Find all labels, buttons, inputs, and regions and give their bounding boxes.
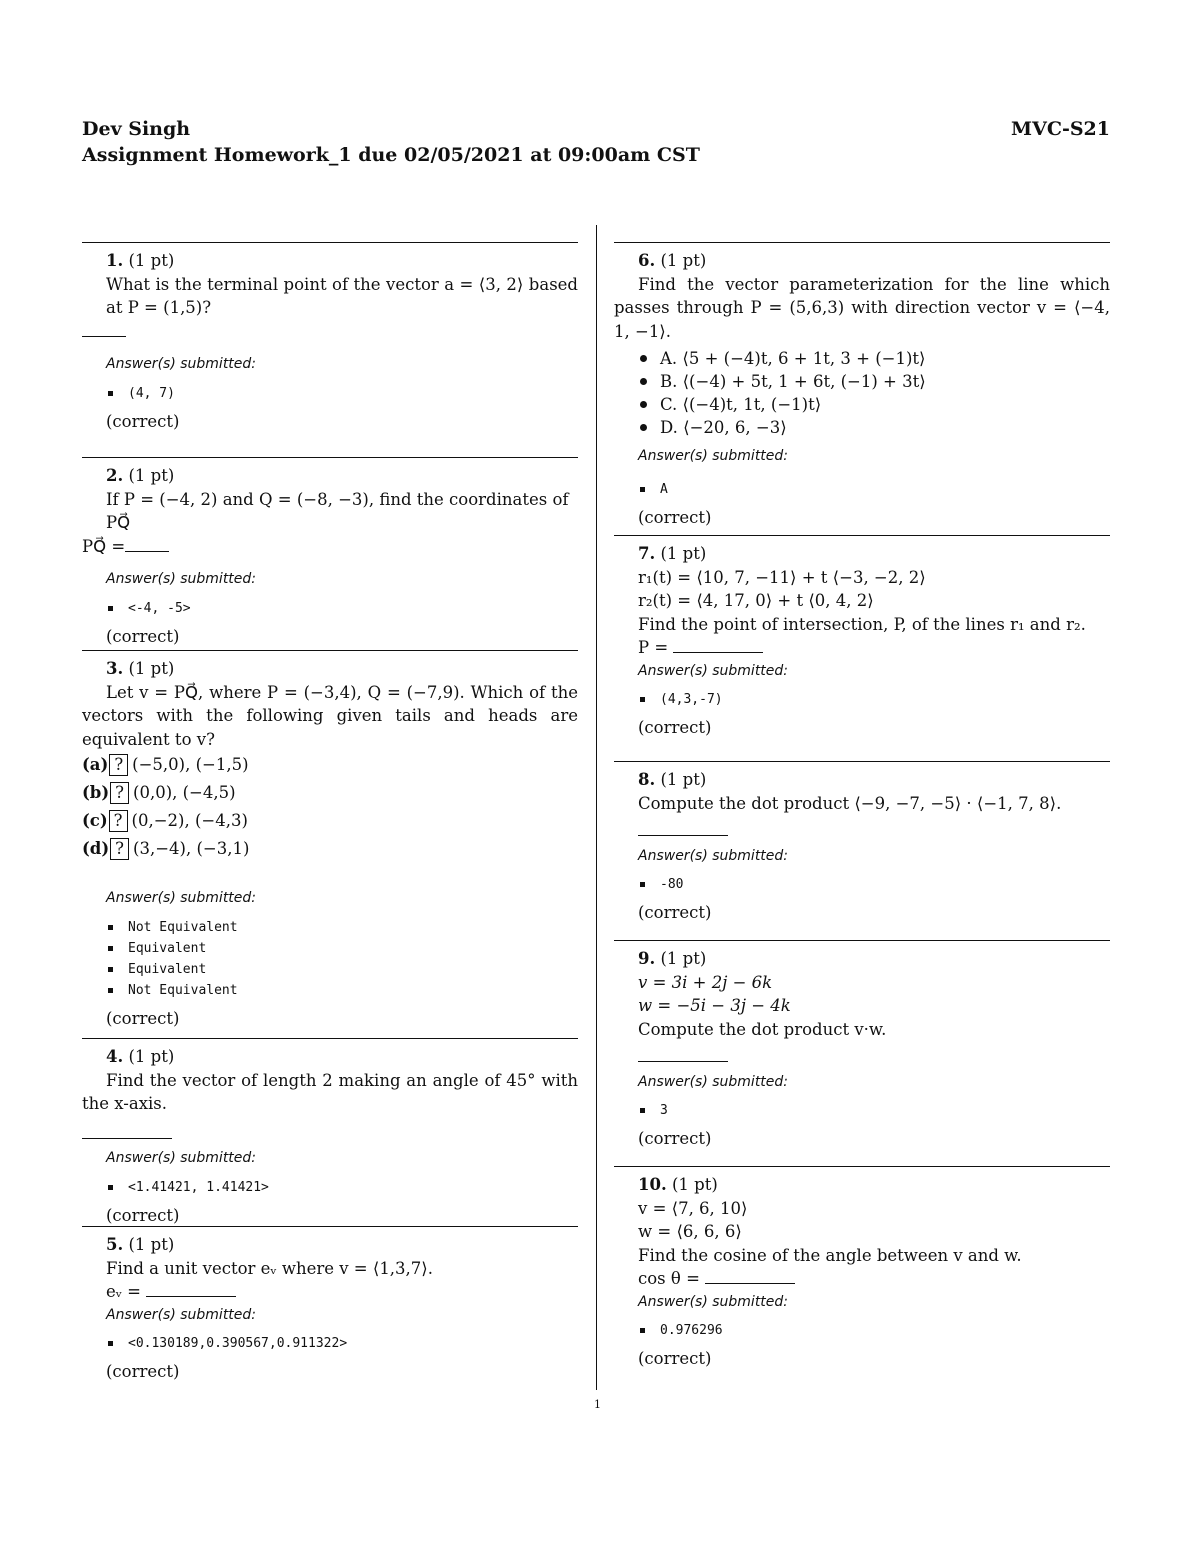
page-header (82, 116, 1110, 168)
problem-points: (1 pt) (128, 251, 175, 270)
part-text: (0,0), (−4,5) (133, 783, 236, 802)
status-correct: (correct) (106, 626, 180, 646)
answer-blank (125, 541, 169, 552)
problem-prompt: cos θ = (638, 1269, 700, 1288)
part-text: (0,−2), (−4,3) (131, 811, 248, 830)
answers-label: Answer(s) submitted: (638, 1293, 789, 1310)
problem-prompt: P = (638, 638, 669, 657)
status-correct: (correct) (106, 1008, 180, 1028)
problem-3 (82, 650, 578, 1038)
submitted-answer: (4,3,-7) (660, 689, 1110, 710)
part-label: (b) (82, 783, 110, 802)
status-correct: (correct) (106, 1362, 180, 1381)
answer-blank (82, 326, 126, 337)
answer-select-box[interactable]: ? (109, 754, 128, 776)
answers-label: Answer(s) submitted: (638, 448, 789, 464)
answer-blank (705, 1273, 795, 1284)
problem-text: Find a unit vector eᵥ where v = ⟨1,3,7⟩. (106, 1258, 433, 1278)
vector-v: v = ⟨7, 6, 10⟩ (638, 1198, 748, 1218)
answer-blank (673, 642, 763, 653)
problem-text: Let v = PQ⃗, where P = (−3,4), Q = (−7,9). Which of the vectors with the following given tails and heads are equivalent to v? (82, 682, 578, 749)
problem-prompt: eᵥ = (106, 1282, 141, 1301)
problem-points: (1 pt) (660, 544, 707, 563)
problem-5 (82, 1226, 578, 1387)
problem-number: 4. (106, 1047, 124, 1066)
part-label: (d) (82, 839, 110, 858)
status-correct: (correct) (638, 718, 712, 737)
answer-select-box[interactable]: ? (109, 810, 128, 832)
problem-number: 10. (638, 1175, 667, 1194)
answer-select-box[interactable]: ? (110, 838, 129, 860)
part-text: (3,−4), (−3,1) (133, 839, 250, 858)
problem-number: 3. (106, 659, 124, 678)
part-c (82, 807, 578, 835)
problem-points: (1 pt) (660, 949, 707, 968)
problem-10 (614, 1166, 1110, 1377)
answer-blank (638, 1051, 728, 1062)
submitted-answer: Not Equivalent (128, 980, 578, 1001)
vector-v: v = 3i + 2j − 6k (638, 972, 773, 992)
problem-text: If P = (−4, 2) and Q = (−8, −3), find the coordinates of PQ⃗ (106, 489, 569, 532)
answer-select-box[interactable]: ? (110, 782, 129, 804)
submitted-answer: <1.41421, 1.41421> (128, 1177, 578, 1198)
answers-list (614, 874, 1110, 895)
answer-blank (638, 825, 728, 836)
problem-text: Compute the dot product ⟨−9, −7, −5⟩ · ⟨−1, 7, 8⟩. (638, 793, 1062, 813)
answers-label: Answer(s) submitted: (106, 1306, 257, 1323)
student-name: Dev Singh (82, 118, 191, 140)
vector-w: w = ⟨6, 6, 6⟩ (638, 1222, 742, 1241)
assignment-title: Assignment Homework_1 due 02/05/2021 at 09:00am CST (82, 144, 700, 166)
answers-label: Answer(s) submitted: (106, 356, 257, 372)
part-text: (−5,0), (−1,5) (132, 755, 249, 774)
answers-label: Answer(s) submitted: (106, 571, 257, 587)
part-label: (a) (82, 755, 109, 774)
problem-text: Compute the dot product v·w. (638, 1019, 887, 1039)
problem-number: 7. (638, 544, 656, 563)
left-column (82, 242, 578, 1387)
option-d: D. ⟨−20, 6, −3⟩ (660, 416, 1110, 439)
problem-text: Find the point of intersection, P, of the lines r₁ and r₂. (638, 614, 1086, 634)
submitted-answer: <-4, -5> (128, 598, 578, 619)
right-column (614, 242, 1110, 1377)
answers-list (82, 598, 578, 619)
problem-points: (1 pt) (128, 466, 175, 485)
answers-list (614, 479, 1110, 500)
answers-label: Answer(s) submitted: (638, 847, 789, 864)
options-list (614, 347, 1110, 439)
answer-blank (82, 1128, 172, 1139)
status-correct: (correct) (638, 1349, 712, 1368)
part-label: (c) (82, 811, 108, 830)
problem-7 (614, 535, 1110, 761)
part-a (82, 751, 578, 779)
status-correct: (correct) (638, 1129, 712, 1148)
answers-label: Answer(s) submitted: (638, 1073, 789, 1090)
answers-list (82, 1177, 578, 1198)
problem-number: 1. (106, 251, 124, 270)
part-b (82, 779, 578, 807)
problem-number: 8. (638, 770, 656, 789)
problem-number: 9. (638, 949, 656, 968)
status-correct: (correct) (638, 903, 712, 922)
submitted-answer: 0.976296 (660, 1320, 1110, 1341)
line-r1: r₁(t) = ⟨10, 7, −11⟩ + t ⟨−3, −2, 2⟩ (638, 567, 926, 587)
problem-points: (1 pt) (128, 659, 175, 678)
option-a: A. ⟨5 + (−4)t, 6 + 1t, 3 + (−1)t⟩ (660, 347, 1110, 370)
problem-2 (82, 457, 578, 650)
problem-1 (82, 242, 578, 457)
problem-points: (1 pt) (128, 1235, 175, 1254)
problem-text: Find the cosine of the angle between v and w. (638, 1245, 1022, 1265)
answers-list (614, 1100, 1110, 1121)
answer-blank (146, 1286, 236, 1297)
part-d (82, 835, 578, 863)
column-divider (596, 225, 597, 1390)
problem-text: What is the terminal point of the vector a = ⟨3, 2⟩ based at P = (1,5)? (106, 274, 578, 317)
option-b: B. ⟨(−4) + 5t, 1 + 6t, (−1) + 3t⟩ (660, 370, 1110, 393)
answers-list (614, 689, 1110, 710)
answers-label: Answer(s) submitted: (106, 1150, 257, 1166)
submitted-answer: Equivalent (128, 959, 578, 980)
problem-points: (1 pt) (128, 1047, 175, 1066)
answers-label: Answer(s) submitted: (638, 662, 789, 679)
option-c: C. ⟨(−4)t, 1t, (−1)t⟩ (660, 393, 1110, 416)
problem-9 (614, 940, 1110, 1166)
problem-6 (614, 242, 1110, 535)
submitted-answer: -80 (660, 874, 1110, 895)
problem-8 (614, 761, 1110, 940)
problem-text: Find the vector of length 2 making an angle of 45° with the x-axis. (82, 1070, 578, 1113)
submitted-answer: A (660, 479, 1110, 500)
problem-4 (82, 1038, 578, 1226)
problem-number: 5. (106, 1235, 124, 1254)
page-number: 1 (594, 1398, 601, 1411)
submitted-answer: <0.130189,0.390567,0.911322> (128, 1333, 578, 1354)
status-correct: (correct) (106, 1205, 180, 1225)
submitted-answer: Not Equivalent (128, 917, 578, 938)
problem-prompt: PQ⃗ = (82, 536, 126, 556)
status-correct: (correct) (106, 411, 180, 431)
answers-list (82, 1333, 578, 1354)
answers-list (82, 383, 578, 404)
submitted-answer: Equivalent (128, 938, 578, 959)
course-code: MVC-S21 (1011, 118, 1110, 140)
vector-w: w = −5i − 3j − 4k (638, 996, 791, 1015)
answers-list (614, 1320, 1110, 1341)
submitted-answer: (4, 7) (128, 383, 578, 404)
answers-list (82, 917, 578, 1001)
answers-label: Answer(s) submitted: (106, 890, 257, 906)
submitted-answer: 3 (660, 1100, 1110, 1121)
problem-text: Find the vector parameterization for the line which passes through P = (5,6,3) with direction vector v = ⟨−4, 1, −1⟩. (614, 274, 1110, 341)
status-correct: (correct) (638, 507, 712, 527)
problem-number: 2. (106, 466, 124, 485)
problem-number: 6. (638, 251, 656, 270)
problem-points: (1 pt) (671, 1175, 718, 1194)
line-r2: r₂(t) = ⟨4, 17, 0⟩ + t ⟨0, 4, 2⟩ (638, 591, 874, 610)
problem-points: (1 pt) (660, 770, 707, 789)
problem-points: (1 pt) (660, 251, 707, 270)
